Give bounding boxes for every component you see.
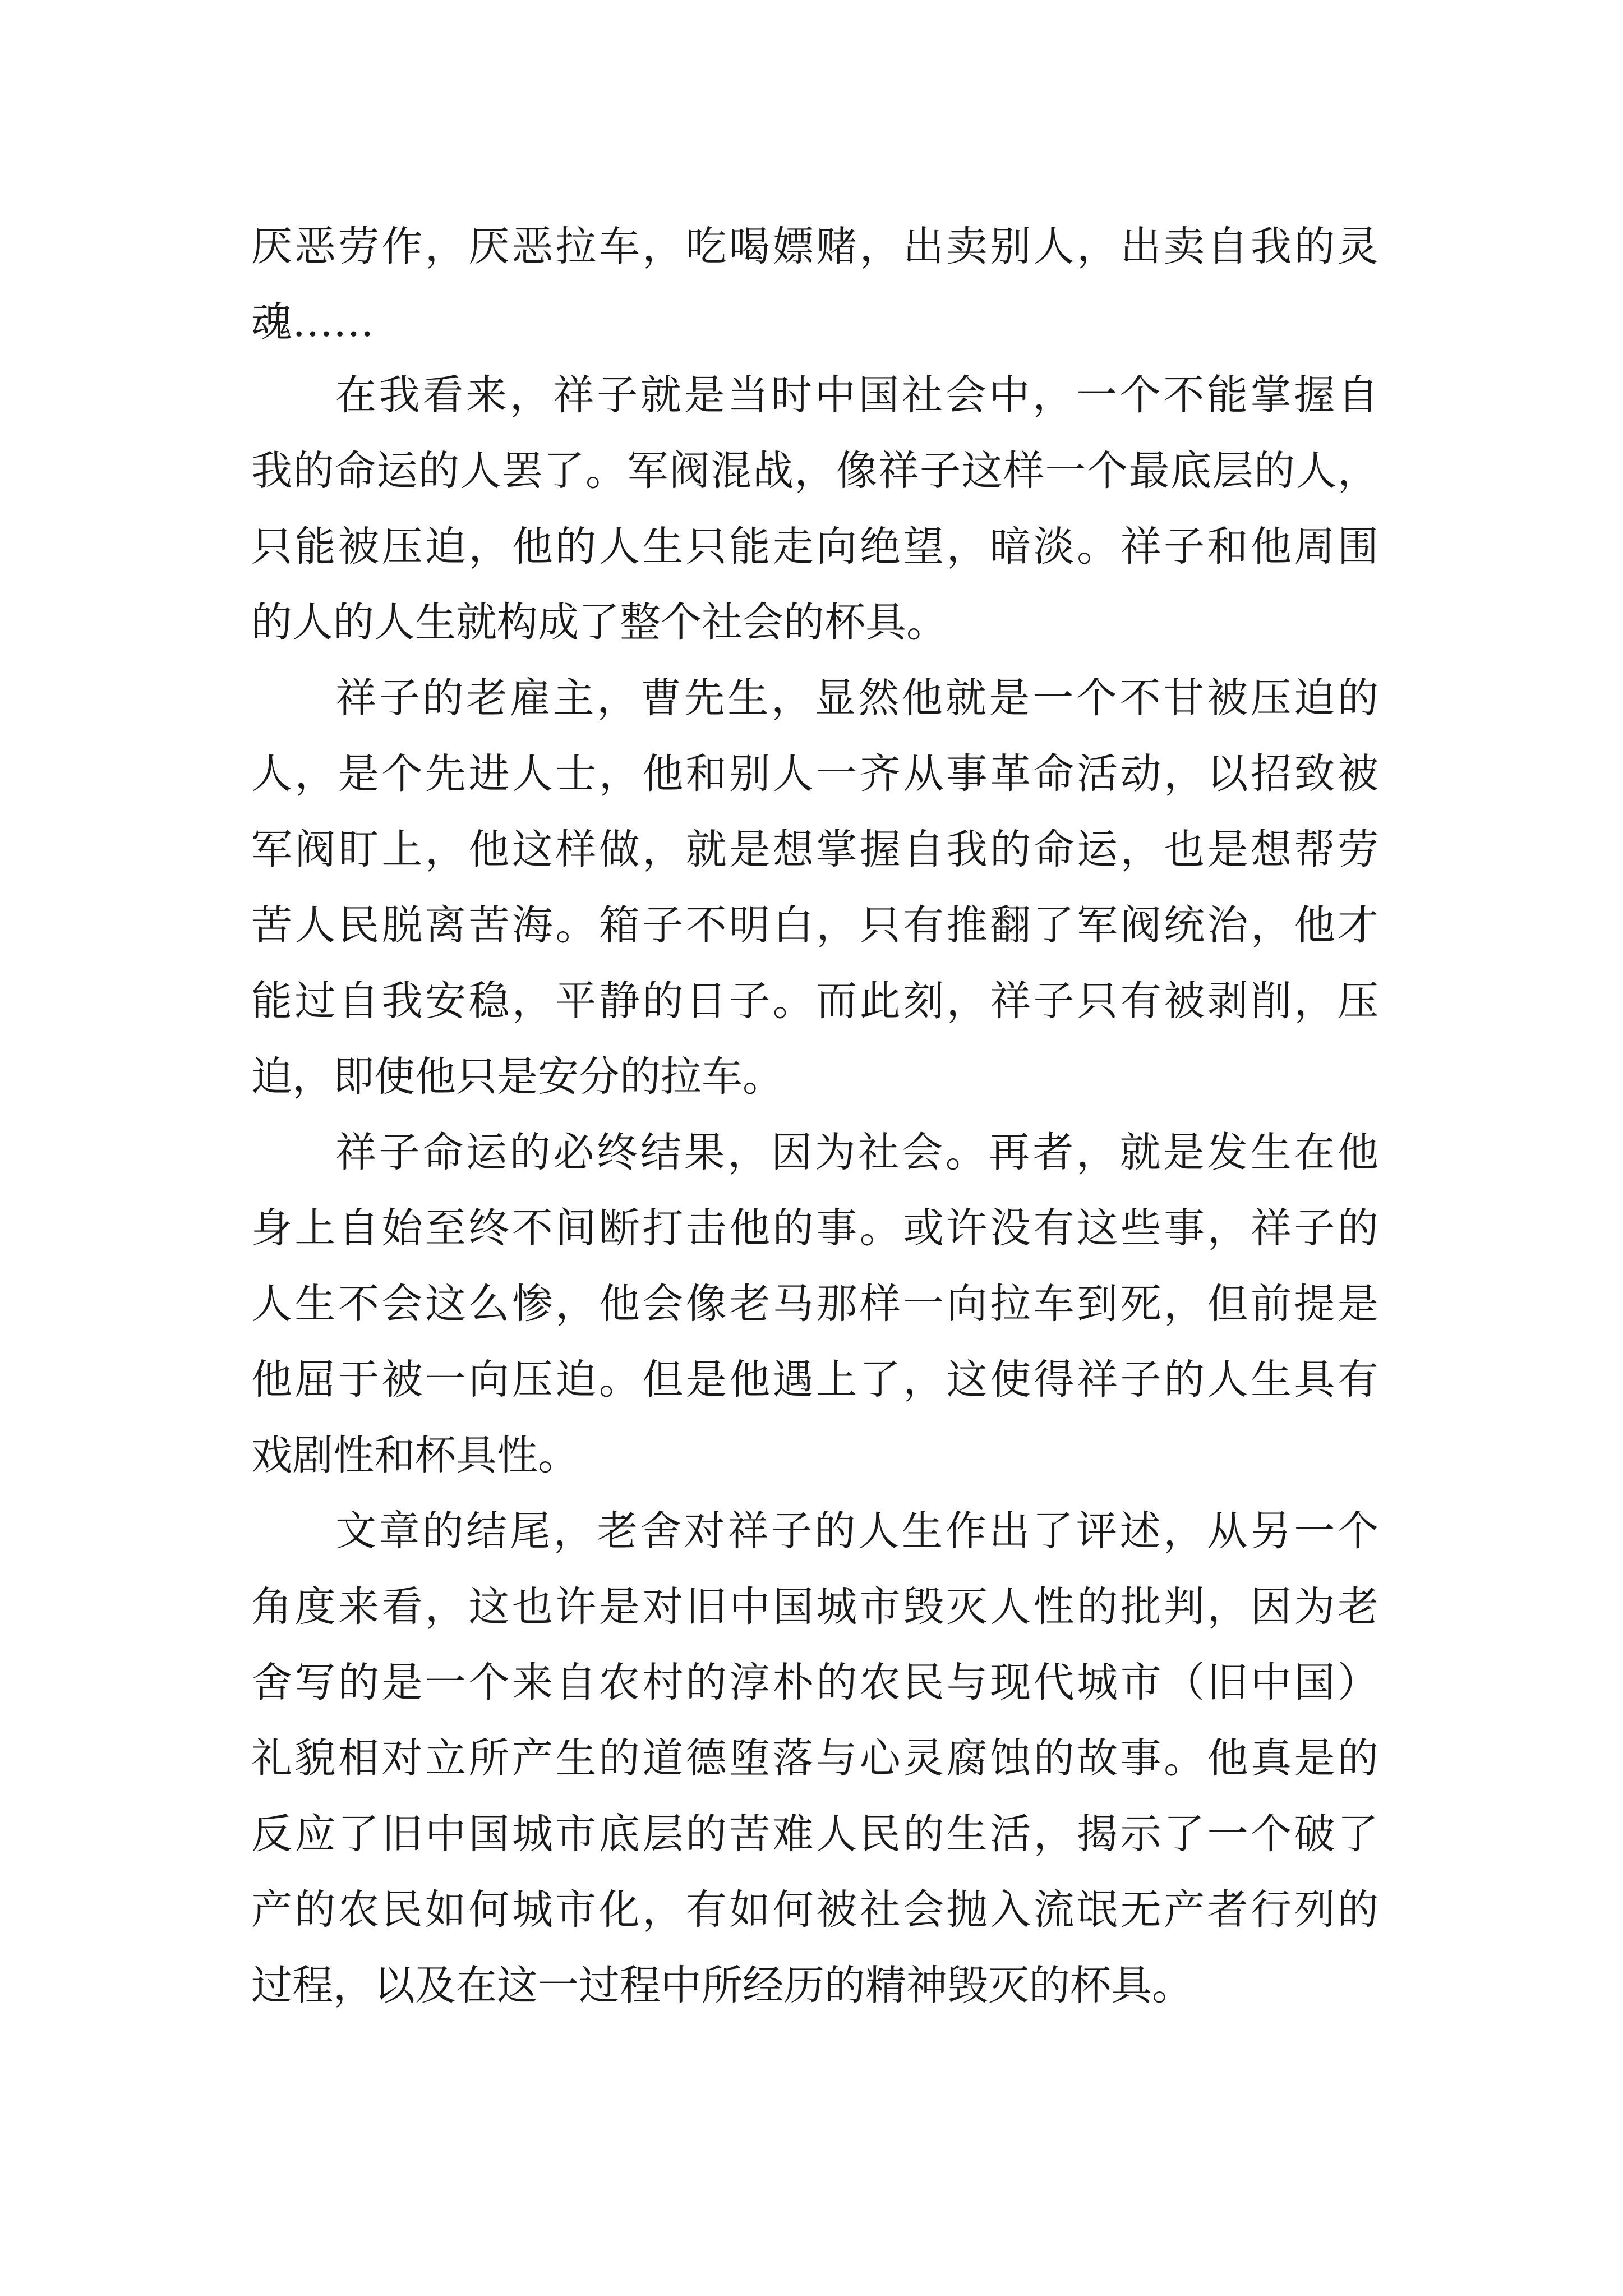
text-line: 身上自始至终不间断打击他的事。或许没有这些事，祥子的 <box>251 1204 1378 1252</box>
text-line: 产的农民如何城市化，有如何被社会抛入流氓无产者行列的 <box>251 1886 1378 1934</box>
paragraph-first-line: 在我看来，祥子就是当时中国社会中，一个不能掌握自 <box>335 371 1378 419</box>
text-line: 军阀盯上，他这样做，就是想掌握自我的命运，也是想帮劳 <box>251 826 1378 873</box>
text-line: 能过自我安稳，平静的日子。而此刻，祥子只有被剥削，压 <box>251 977 1378 1025</box>
text-line: 他屈于被一向压迫。但是他遇上了，这使得祥子的人生具有 <box>251 1356 1378 1404</box>
paragraph-first-line: 祥子命运的必终结果，因为社会。再者，就是发生在他 <box>335 1129 1378 1176</box>
text-line: 迫，即使他只是安分的拉车。 <box>251 1053 783 1101</box>
text-line: 角度来看，这也许是对旧中国城市毁灭人性的批判，因为老 <box>251 1583 1378 1631</box>
text-line: 舍写的是一个来自农村的淳朴的农民与现代城市（旧中国） <box>251 1659 1378 1706</box>
text-line: 的人的人生就构成了整个社会的杯具。 <box>251 599 947 646</box>
text-line: 反应了旧中国城市底层的苦难人民的生活，揭示了一个破了 <box>251 1810 1378 1858</box>
text-line: 戏剧性和杯具性。 <box>251 1432 579 1479</box>
text-line: 魂…… <box>251 298 374 346</box>
text-line: 礼貌相对立所产生的道德堕落与心灵腐蚀的故事。他真是的 <box>251 1734 1378 1782</box>
paragraph-first-line: 文章的结尾，老舍对祥子的人生作出了评述，从另一个 <box>335 1507 1378 1555</box>
text-line: 只能被压迫，他的人生只能走向绝望，暗淡。祥子和他周围 <box>251 523 1378 570</box>
text-line: 过程，以及在这一过程中所经历的精神毁灭的杯具。 <box>251 1962 1193 2009</box>
text-line: 人生不会这么惨，他会像老马那样一向拉车到死，但前提是 <box>251 1280 1378 1328</box>
paragraph-first-line: 祥子的老雇主，曹先生，显然他就是一个不甘被压迫的 <box>335 674 1378 722</box>
text-line: 苦人民脱离苦海。箱子不明白，只有推翻了军阀统治，他才 <box>251 901 1378 949</box>
text-line: 人，是个先进人士，他和别人一齐从事革命活动，以招致被 <box>251 750 1378 798</box>
text-line: 厌恶劳作，厌恶拉车，吃喝嫖赌，出卖别人，出卖自我的灵 <box>251 223 1378 270</box>
text-line: 我的命运的人罢了。军阀混战，像祥子这样一个最底层的人， <box>251 447 1378 495</box>
